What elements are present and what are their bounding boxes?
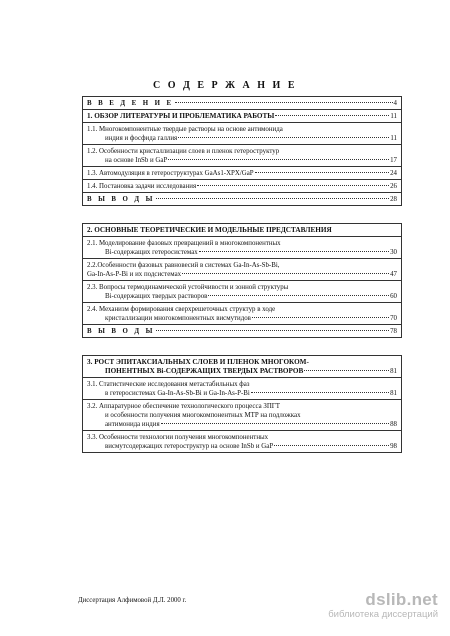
toc-entry-1-1: 1.1. Многокомпонентные твердые растворы на основе антимонида индия и фосфида галлия 11 — [87, 126, 397, 142]
page-title: С О Д Е Р Ж А Н И Е — [153, 80, 297, 91]
watermark-logo: dslib.net — [365, 590, 438, 609]
toc-block-8 — [82, 223, 402, 236]
toc-block-2 — [82, 109, 402, 122]
watermark-subtitle: библиотека диссертаций — [328, 609, 438, 620]
toc-block-1 — [82, 96, 402, 109]
toc-block-7 — [82, 192, 402, 206]
toc-block-5 — [82, 166, 402, 179]
toc-block-9 — [82, 236, 402, 258]
toc-block-13 — [82, 324, 402, 338]
toc-entry-chapter-2: 2. ОСНОВНЫЕ ТЕОРЕТИЧЕСКИЕ И МОДЕЛЬНЫЕ ПРЕДСТАВЛЕНИЯ — [87, 226, 332, 234]
toc-block-14 — [82, 355, 402, 377]
toc-block-10 — [82, 258, 402, 280]
toc-entry-2-4: 2.4. Механизм формирования сверхрешеточных структур в ходе кристаллизации многокомпонентных висмутидов 70 — [87, 306, 397, 322]
toc-entry-2-2: 2.2.Особенности фазовых равновесий в системах Ga-In-As-Sb-Bi, Ga-In-As-P-Bi и их подсистемах 47 — [87, 262, 397, 278]
toc-entry-1-4: 1.4. Постановка задачи исследования 26 — [87, 183, 397, 190]
toc-block-4 — [82, 144, 402, 166]
toc-entry-1-3: 1.3. Автомодуляция в гетероструктурах GaAs1-XPX/GaP 24 — [87, 170, 397, 177]
toc-block-11 — [82, 280, 402, 302]
footer-note: Диссертация Алфимовой Д.Л. 2000 г. — [78, 597, 187, 604]
table-of-contents — [82, 96, 402, 453]
toc-block-17 — [82, 430, 402, 453]
toc-block-15 — [82, 377, 402, 399]
toc-entry-conclusions-1: В Ы В О Д Ы 28 — [87, 196, 397, 203]
toc-block-3 — [82, 122, 402, 144]
toc-entry-chapter-3: 3. РОСТ ЭПИТАКСИАЛЬНЫХ СЛОЕВ И ПЛЕНОК МНОГОКОМ- ПОНЕНТНЫХ Bi-СОДЕРЖАЩИХ ТВЕРДЫХ РАСТВОРОВ 81 — [87, 358, 397, 375]
toc-entry-chapter-1: 1. ОБЗОР ЛИТЕРАТУРЫ И ПРОБЛЕМАТИКА РАБОТЫ 11 — [87, 112, 397, 120]
toc-entry-conclusions-2: В Ы В О Д Ы 78 — [87, 328, 397, 335]
toc-block-6 — [82, 179, 402, 192]
toc-entry-2-3: 2.3. Вопросы термодинамической устойчивости и зонной структуры Bi-содержащих твердых растворов 60 — [87, 284, 397, 300]
toc-block-16 — [82, 399, 402, 430]
watermark — [328, 590, 438, 620]
toc-block-12 — [82, 302, 402, 324]
toc-entry-introduction: В В Е Д Е Н И Е 4 — [87, 100, 397, 107]
toc-entry-2-1: 2.1. Моделирование фазовых превращений в многокомпонентных Bi-содержащих гетеросистемах 30 — [87, 240, 397, 256]
toc-entry-3-3: 3.3. Особенности технологии получения многокомпонентных висмутсодержащих гетероструктур на основе InSb и GaP 98 — [87, 434, 397, 450]
toc-entry-1-2: 1.2. Особенности кристаллизации слоев и пленок гетероструктур на основе InSb и GaP 17 — [87, 148, 397, 164]
toc-entry-3-1: 3.1. Статистические исследования метастабильных фаз в гетеросистемах Ga-In-As-Sb-Bi и Ga-In-As-P-Bi 81 — [87, 381, 397, 397]
toc-entry-3-2: 3.2. Аппаратурное обеспечение технологического процесса ЗПГТ и особенности получения многокомпонентных МТР на подложках антимонида индия 88 — [87, 403, 397, 428]
